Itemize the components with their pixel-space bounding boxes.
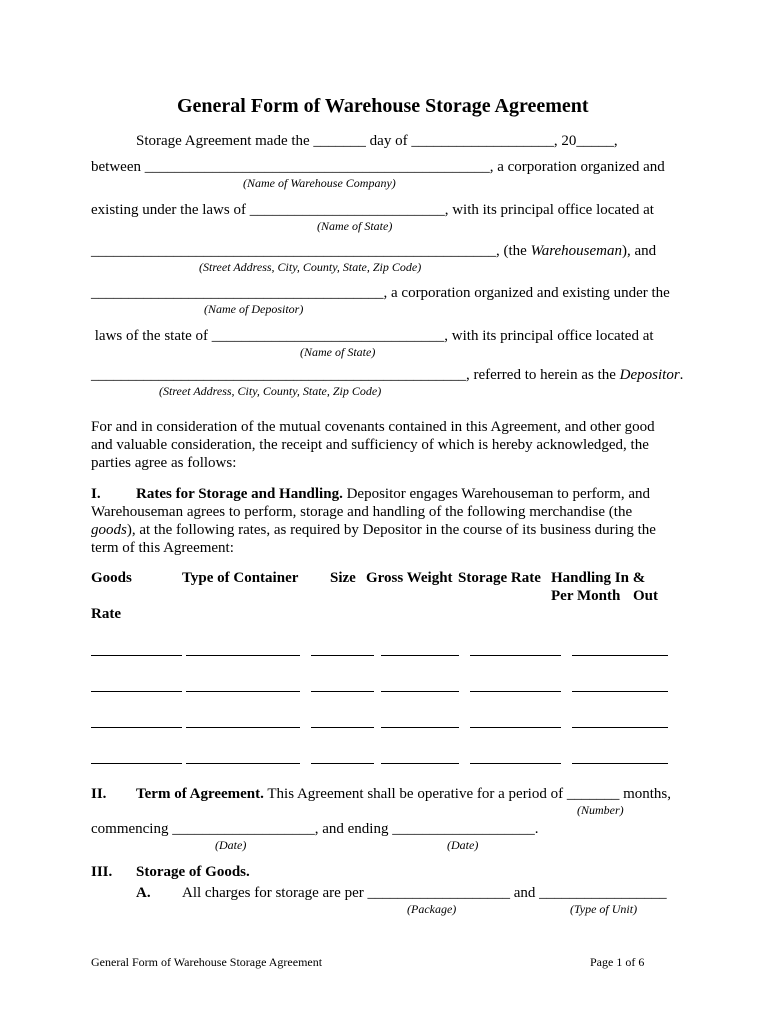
blank-line[interactable] [91,691,182,692]
blank-line[interactable] [311,691,374,692]
blank-line[interactable] [311,763,374,764]
section1-line: Rates for Storage and Handling. Depositor engages Warehouseman to perform, and [136,486,650,502]
section2-dates-line: commencing ___________________, and ending ___________________. [91,821,539,837]
footer-title: General Form of Warehouse Storage Agreement [91,955,323,969]
page-title: General Form of Warehouse Storage Agreement [177,95,589,117]
blank-line[interactable] [381,655,459,656]
blank-line[interactable] [186,655,300,656]
intro-line-date: Storage Agreement made the _______ day of ___________________, 20_____, [136,133,618,149]
blank-line[interactable] [91,655,182,656]
intro-line-depositor-address: __________________________________________________, referred to herein as the Depositor. [91,367,684,383]
column-header-per-month: Per Month [551,588,621,604]
blank-line[interactable] [381,727,459,728]
caption-date: (Date) [447,838,479,852]
blank-line[interactable] [311,727,374,728]
caption-warehouse-company: (Name of Warehouse Company) [243,176,396,190]
column-header-rate: Rate [91,606,121,622]
intro-line-depositor: _______________________________________, a corporation organized and existing under the [91,285,670,301]
blank-line[interactable] [186,763,300,764]
blank-line[interactable] [186,727,300,728]
page-number: Page 1 of 6 [590,955,645,969]
section1-line: Warehouseman agrees to perform, storage and handling of the following merchandise (the [91,504,633,520]
caption-state: (Name of State) [317,219,393,233]
column-header-container: Type of Container [182,570,299,586]
section-number: III. [91,864,113,880]
intro-line-state: existing under the laws of __________________________, with its principal office located at [91,202,654,218]
blank-line[interactable] [572,763,668,764]
blank-line[interactable] [572,691,668,692]
caption-depositor: (Name of Depositor) [204,302,304,316]
caption-depositor-address: (Street Address, City, County, State, Zip Code) [159,384,382,398]
blank-line[interactable] [470,727,561,728]
blank-line[interactable] [91,763,182,764]
caption-type-of-unit: (Type of Unit) [570,902,638,916]
column-header-out: Out [633,588,659,604]
subsection-letter: A. [136,885,151,901]
column-header-size: Size [330,570,356,586]
section2-line: Term of Agreement. This Agreement shall be operative for a period of _______ months, [136,786,672,802]
blank-line[interactable] [381,763,459,764]
blank-line[interactable] [381,691,459,692]
caption-date: (Date) [215,838,247,852]
caption-package: (Package) [407,902,457,916]
intro-line-address: ______________________________________________________, (the Warehouseman), and [91,243,657,259]
blank-line[interactable] [470,763,561,764]
column-header-gross-weight: Gross Weight [366,570,453,586]
consideration-line: parties agree as follows: [91,455,237,471]
section-number: II. [91,786,107,802]
caption-number: (Number) [577,803,624,817]
blank-line[interactable] [572,727,668,728]
blank-line[interactable] [311,655,374,656]
blank-line[interactable] [572,655,668,656]
section-number: I. [91,486,101,502]
consideration-line: For and in consideration of the mutual covenants contained in this Agreement, and other good [91,419,655,435]
blank-line[interactable] [470,691,561,692]
column-header-goods: Goods [91,570,132,586]
section3-storage-line: All charges for storage are per ___________________ and _________________ [182,885,667,901]
column-header-handling: Handling In & [551,570,646,586]
section3-heading: Storage of Goods. [136,864,250,880]
intro-line-depositor-state: laws of the state of _______________________________, with its principal office located at [91,328,654,344]
section1-line: term of this Agreement: [91,540,234,556]
caption-depositor-state: (Name of State) [300,345,376,359]
consideration-line: and valuable consideration, the receipt and sufficiency of which is hereby acknowledged, the [91,437,649,453]
section1-line: goods), at the following rates, as required by Depositor in the course of its business during the [91,522,656,538]
intro-line-warehouse: between ______________________________________________, a corporation organized and [91,159,665,175]
blank-line[interactable] [186,691,300,692]
column-header-storage-rate: Storage Rate [458,570,541,586]
blank-line[interactable] [470,655,561,656]
blank-line[interactable] [91,727,182,728]
caption-street-address: (Street Address, City, County, State, Zip Code) [199,260,422,274]
